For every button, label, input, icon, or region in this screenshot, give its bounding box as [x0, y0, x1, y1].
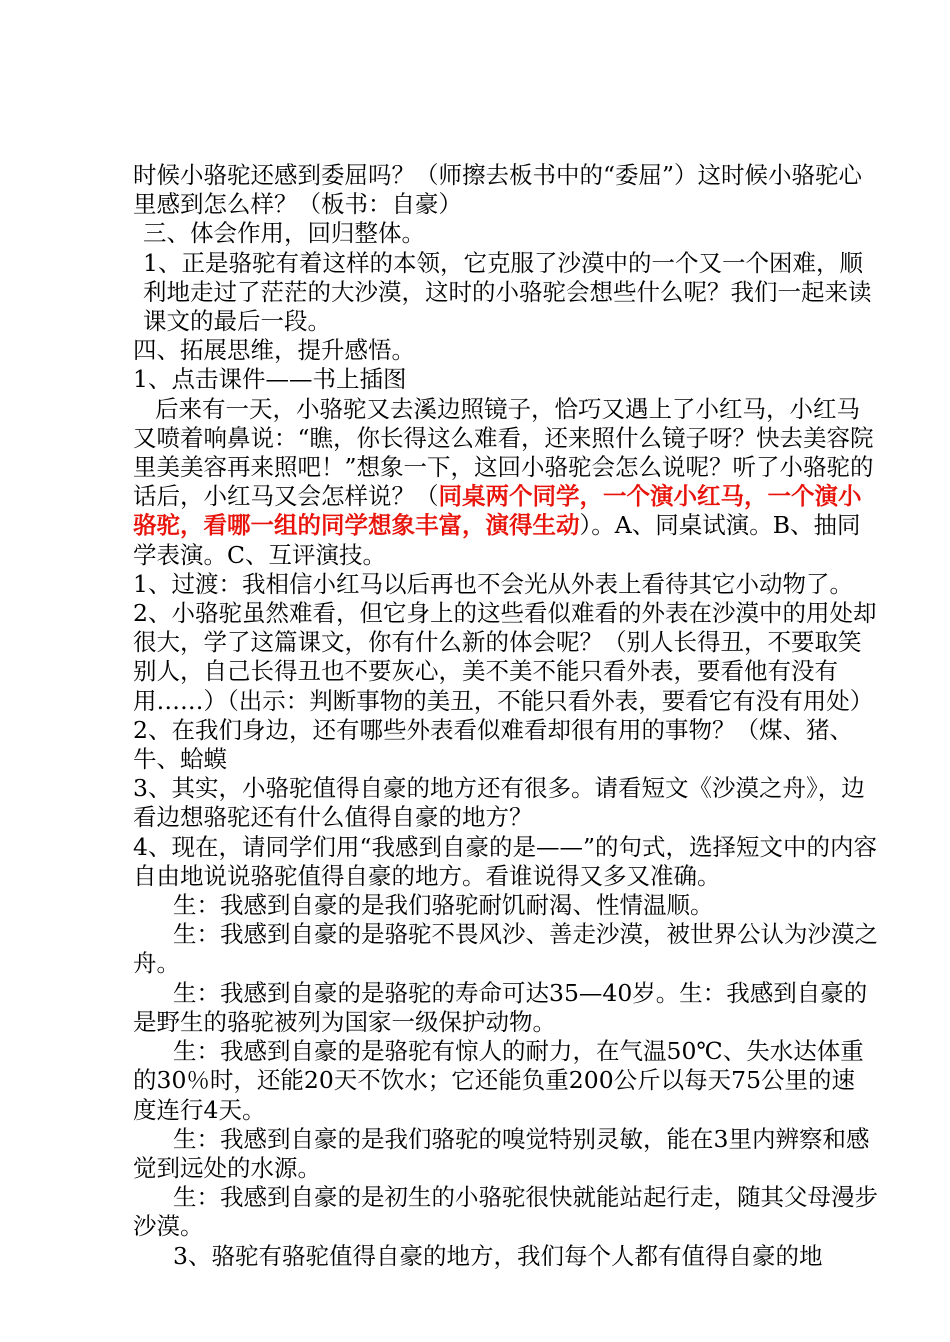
paragraph: 2、在我们身边，还有哪些外表看似难看却很有用的事物？（煤、猪、牛、蛤蟆	[133, 715, 853, 774]
paragraph-text: 后来有一天，小骆驼又去溪边照镜子，恰巧又遇上了小红马，小红马又喷着响鼻说：“瞧，你长得这么难看，还来照什么镜子呀？快去美容院里美美容再来照吧！”想象一下，这回小骆驼会怎么说呢？听了小骆驼的话后，小红马又会怎样说？（	[133, 394, 874, 511]
section-heading: 四、拓展思维，提升感悟。	[133, 336, 415, 365]
highlighted-instruction: 同桌两个同学，一个演小红马，一个演小骆驼，看哪一组的同学想象丰富，演得生动	[133, 482, 862, 540]
paragraph: 3、骆驼有骆驼值得自豪的地方，我们每个人都有值得自豪的地	[173, 1241, 823, 1270]
paragraph	[133, 395, 878, 570]
paragraph: 时候小骆驼还感到委屈吗？（师擦去板书中的“委屈”）这时候小骆驼心里感到怎么样？（板书：自豪）	[133, 161, 863, 219]
student-answer: 生：我感到自豪的是骆驼的寿命可达35—40岁。生：我感到自豪的是野生的骆驼被列为国家一级保护动物。	[133, 978, 868, 1036]
student-answer: 生：我感到自豪的是骆驼有惊人的耐力，在气温50℃、失水达体重的30％时，还能20天不饮水；它还能负重200公斤以每天75公里的速度连行4天。	[133, 1037, 864, 1124]
section-heading: 三、体会作用，回归整体。	[143, 219, 425, 248]
paragraph: 2、小骆驼虽然难看，但它身上的这些看似难看的外表在沙漠中的用处却很大，学了这篇课文，你有什么新的体会呢？（别人长得丑，不要取笑别人，自己长得丑也不要灰心，美不美不能只看外表，要看他有没有用……）（出示：判断事物的美丑，不能只看外表，要看它有没有用处）	[133, 599, 877, 715]
student-answer: 生：我感到自豪的是我们骆驼耐饥耐渴、性情温顺。	[173, 891, 714, 920]
paragraph: 3、其实，小骆驼值得自豪的地方还有很多。请看短文《沙漠之舟》，边看边想骆驼还有什么值得自豪的地方？	[133, 774, 865, 832]
paragraph: 1、过渡：我相信小红马以后再也不会光从外表上看待其它小动物了。	[133, 569, 853, 598]
document-body	[133, 161, 878, 1271]
paragraph-text: ）。A、同桌试演。B、抽同学表演。C、互评演技。	[133, 511, 861, 569]
paragraph: 4、现在，请同学们用“我感到自豪的是——”的句式，选择短文中的内容自由地说说骆驼值得自豪的地方。看谁说得又多又准确。	[133, 832, 877, 890]
student-answer: 生：我感到自豪的是骆驼不畏风沙、善走沙漠，被世界公认为沙漠之舟。	[133, 920, 878, 978]
student-answer: 生：我感到自豪的是我们骆驼的嗅觉特别灵敏，能在3里内辨察和感觉到远处的水源。	[133, 1124, 870, 1182]
paragraph: 1、点击课件——书上插图	[133, 365, 407, 394]
paragraph: 1、正是骆驼有着这样的本领，它克服了沙漠中的一个又一个困难，顺利地走过了茫茫的大沙漠，这时的小骆驼会想些什么呢？我们一起来读课文的最后一段。	[143, 248, 872, 336]
student-answer: 生：我感到自豪的是初生的小骆驼很快就能站起行走，随其父母漫步沙漠。	[133, 1183, 878, 1241]
